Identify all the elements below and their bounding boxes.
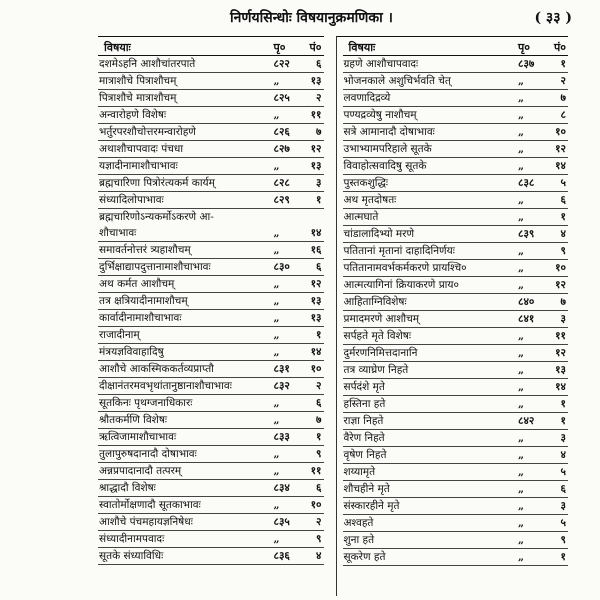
index-entry [98, 497, 324, 514]
entry-subject: ऋत्विजामाशौचाभावः [99, 431, 177, 443]
entry-page: „ [273, 329, 280, 341]
entry-subject: अन्वारोहणे विशेषः [99, 109, 167, 121]
entry-page: „ [273, 160, 280, 172]
entry-subject: सत्रे आमानादौ दोषाभावः [343, 126, 435, 138]
entry-subject: भर्तुरपरशौचोत्तरमन्वारोहणे [99, 126, 196, 138]
entry-page: „ [518, 330, 525, 342]
page-title: निर्णयसिन्धोः विषयानुक्रमणिका । [230, 10, 393, 26]
index-entry [343, 226, 569, 243]
entry-subject: वैरेण निहते [343, 432, 385, 444]
entry-page: „ [518, 262, 525, 274]
entry-line: ६ [316, 482, 322, 494]
entry-subject: आशौचे आकस्मिककर्तव्यप्राप्तौ [99, 363, 214, 375]
index-entry [343, 311, 569, 328]
entry-page: „ [273, 346, 280, 358]
index-entry [98, 107, 324, 124]
index-entry [98, 158, 324, 175]
entry-subject: उभाभ्यामपरिहाले सूतके [343, 143, 432, 155]
left-rows [98, 56, 324, 565]
entry-subject: आत्मघाते [343, 211, 379, 223]
index-entry [343, 260, 569, 277]
page-header-label: पृ० [518, 41, 530, 54]
entry-line: १४ [555, 160, 566, 172]
entry-page: „ [273, 295, 280, 307]
entry-page: „ [518, 466, 525, 478]
entry-page: „ [518, 500, 525, 512]
index-entry [343, 396, 569, 413]
entry-page: „ [518, 211, 525, 223]
entry-page: ८२९ [273, 194, 290, 206]
entry-subject: ग्रहणे आशौचापवादः [343, 58, 419, 70]
page-number: ( ३३ ) [534, 10, 572, 26]
line-header-label: पं० [554, 41, 566, 54]
entry-line: ६ [560, 194, 566, 206]
index-entry [343, 464, 569, 481]
left-column [98, 36, 324, 596]
entry-line: ६ [560, 483, 566, 495]
entry-page: „ [273, 312, 280, 324]
entry-line: १ [560, 58, 566, 70]
entry-page: „ [518, 160, 525, 172]
entry-subject: पतितानामवर्भकर्मकरणे प्रायश्चि० [343, 262, 467, 274]
index-entry [343, 498, 569, 515]
entry-subject: ब्रह्मचारिणोऽन्यकर्मोऽकरणे आ- [99, 211, 214, 223]
index-entry [98, 225, 324, 242]
entry-line: ७ [316, 414, 322, 426]
index-entry [98, 429, 324, 446]
entry-subject: अथ कर्मत आशौचम् [99, 278, 175, 290]
page-header-label: पृ० [273, 41, 286, 54]
entry-page: „ [518, 517, 525, 529]
entry-page: „ [273, 244, 280, 256]
entry-line: १३ [310, 75, 322, 87]
entry-subject: दुर्मरणनिमित्तदानानि [343, 347, 418, 359]
entry-page: „ [273, 499, 280, 511]
index-entry [343, 379, 569, 396]
entry-line: १२ [310, 143, 322, 155]
entry-line: १३ [555, 364, 566, 376]
entry-page: „ [518, 109, 525, 121]
entry-page: ८३६ [273, 550, 290, 562]
entry-page: ८३२ [273, 380, 290, 392]
entry-line: १ [316, 431, 322, 443]
entry-line: ३ [560, 500, 566, 512]
entry-subject: राज्ञा निहते [343, 415, 384, 427]
entry-subject: पित्राशौचे मात्राशौचम् [99, 92, 177, 104]
entry-page: ८३९ [518, 228, 535, 240]
entry-subject: समावर्तनोत्तरं त्र्यहाशौचम् [99, 244, 191, 256]
entry-subject: अन्नप्रपादानादौ तत्परम् [99, 465, 182, 477]
entry-subject: श्रौतकर्मणि विशेषः [99, 414, 168, 426]
entry-subject: दीक्षानंतरमवभृथांतानुष्ठानाशौचाभावः [99, 380, 232, 392]
index-entry [343, 141, 569, 158]
entry-line: १२ [555, 347, 566, 359]
index-entry [343, 532, 569, 549]
entry-line: ३ [560, 432, 566, 444]
entry-page: ८२५ [273, 92, 290, 104]
entry-page: „ [518, 364, 525, 376]
entry-line: ९ [316, 448, 322, 460]
entry-subject: प्रमादमरणे आशौचम् [343, 313, 420, 325]
entry-line: १ [316, 329, 322, 341]
index-entry [98, 259, 324, 276]
entry-subject: संध्यादिलोपाभावः [99, 194, 164, 206]
entry-line: ६ [316, 261, 322, 273]
index-entry [343, 277, 569, 294]
entry-line: ५ [560, 466, 566, 478]
entry-line: २ [316, 380, 322, 392]
index-entry [343, 243, 569, 260]
index-entry [98, 56, 324, 73]
index-entry [343, 124, 569, 141]
entry-page: „ [518, 347, 525, 359]
entry-subject: राजादीनाम् [99, 329, 140, 341]
entry-subject: सूतकिनः पृथग्जनाधिकारः [99, 397, 193, 409]
index-entry [98, 463, 324, 480]
entry-page: „ [518, 75, 525, 87]
entry-line: १४ [310, 346, 322, 358]
index-entry [98, 242, 324, 259]
entry-line: ९ [560, 534, 566, 546]
entry-page: ८२८ [273, 177, 290, 189]
entry-subject: अश्वहते [343, 517, 374, 529]
index-entry [98, 514, 324, 531]
column-header [343, 37, 569, 56]
entry-subject: संध्यादीनामपवादः [99, 533, 165, 545]
entry-page: ८३१ [273, 363, 290, 375]
entry-line: १३ [310, 295, 322, 307]
entry-page: „ [518, 381, 525, 393]
index-entry [98, 310, 324, 327]
index-entry [98, 293, 324, 310]
entry-page: ८४० [518, 296, 535, 308]
entry-subject: सर्पदंशे मृते [343, 381, 385, 393]
entry-subject: दशमेऽहनि आशौचांतरपाते [99, 58, 196, 70]
entry-line: ८ [560, 109, 566, 121]
entry-subject: शय्यामृते [343, 466, 376, 478]
index-entry [98, 327, 324, 344]
entry-subject: आत्मत्यागिनां क्रियाकरणे प्राय० [343, 279, 459, 291]
entry-subject: चांडालादिभ्यो मरणे [343, 228, 415, 240]
entry-line: १० [310, 499, 322, 511]
entry-subject: सर्पहते मृते विशेषः [343, 330, 411, 342]
entry-subject: स्वातोर्मोक्षणादौ सूतकाभावः [99, 499, 201, 511]
entry-line: ५ [560, 177, 566, 189]
entry-line: १४ [555, 381, 566, 393]
subject-header: विषयाः [348, 41, 376, 54]
entry-page: ८४१ [518, 313, 535, 325]
index-entry [343, 430, 569, 447]
entry-subject: श्राद्धादौ विशेषः [99, 482, 156, 494]
index-entry [98, 124, 324, 141]
index-entry [343, 209, 569, 226]
index-entry [98, 480, 324, 497]
index-entry [343, 515, 569, 532]
index-entry [98, 90, 324, 107]
entry-line: ३ [560, 313, 566, 325]
entry-page: ८३४ [273, 482, 290, 494]
entry-line: १२ [555, 143, 566, 155]
index-entry [98, 209, 324, 225]
entry-subject: संस्कारहीने मृते [343, 500, 400, 512]
index-entry [98, 175, 324, 192]
entry-page: ८४२ [518, 415, 535, 427]
entry-subject: वृषेण निहते [343, 449, 387, 461]
index-entry [343, 328, 569, 345]
entry-subject: तुलापुरुषदानादौ दोषाभावः [99, 448, 197, 460]
entry-line: ९ [316, 533, 322, 545]
entry-page: „ [518, 245, 525, 257]
entry-line: ४ [560, 228, 566, 240]
entry-line: ६ [316, 58, 322, 70]
entry-page: „ [273, 109, 280, 121]
entry-subject: कार्वादीनामाशौचाभावः [99, 312, 182, 324]
entry-subject: शौचहीने मृते [343, 483, 390, 495]
entry-page: ८२७ [273, 143, 290, 155]
entry-page: ८३८ [518, 177, 535, 189]
entry-page: ८३७ [518, 58, 535, 70]
index-entry [343, 56, 569, 73]
index-entry [98, 412, 324, 429]
entry-page: „ [518, 92, 525, 104]
entry-page: „ [518, 143, 525, 155]
entry-subject: तत्र क्षत्रियादीनामाशौचम् [99, 295, 188, 307]
entry-page: „ [518, 126, 525, 138]
entry-page: „ [273, 227, 280, 239]
index-entry [98, 395, 324, 412]
entry-subject: हस्तिना हते [343, 398, 386, 410]
entry-line: ४ [316, 550, 322, 562]
entry-line: १० [310, 363, 322, 375]
index-entry [343, 192, 569, 209]
entry-page: „ [273, 465, 280, 477]
subject-header: विषयाः [104, 41, 131, 54]
entry-page: „ [518, 194, 525, 206]
entry-line: ७ [316, 126, 322, 138]
entry-line: १४ [310, 227, 322, 239]
entry-page: „ [518, 534, 525, 546]
entry-subject: अथाशौचापवादः पंचधा [99, 143, 184, 155]
entry-line: १० [555, 126, 566, 138]
right-column [336, 36, 569, 596]
entry-line: २ [316, 516, 322, 528]
entry-page: „ [273, 414, 280, 426]
entry-page: ८२२ [273, 58, 290, 70]
index-entry [98, 276, 324, 293]
page-header [0, 6, 600, 34]
entry-subject: ब्रह्मचारिणा पित्रोरंत्यकर्म कार्यम् [99, 177, 215, 189]
entry-page: „ [273, 75, 280, 87]
entry-line: ९ [560, 245, 566, 257]
entry-line: ६ [316, 397, 322, 409]
index-entry [343, 549, 569, 566]
entry-page: „ [518, 551, 525, 563]
entry-line: २ [316, 92, 322, 104]
entry-line: १६ [310, 244, 322, 256]
entry-subject: तत्र व्याघ्रेण निहते [343, 364, 409, 376]
index-entry [98, 361, 324, 378]
entry-line: ३ [316, 177, 322, 189]
entry-line: १ [316, 194, 322, 206]
index-entry [343, 90, 569, 107]
entry-line: ११ [310, 109, 322, 121]
entry-page: ८३० [273, 261, 290, 273]
index-entry [343, 294, 569, 311]
index-entry [343, 107, 569, 124]
index-entry [98, 141, 324, 158]
index-entry [98, 344, 324, 361]
entry-line: २ [560, 75, 566, 87]
entry-line: १ [560, 398, 566, 410]
entry-subject: पण्यद्रव्येषु नाशौचम् [343, 109, 417, 121]
index-entry [98, 378, 324, 395]
right-rows [343, 56, 569, 566]
entry-page: „ [518, 398, 525, 410]
entry-page: „ [518, 483, 525, 495]
entry-subject: विवाहोत्सवादिषु सूतके [343, 160, 427, 172]
entry-subject: आशौचे पंचमहायज्ञनिषेधः [99, 516, 193, 528]
entry-page: „ [518, 279, 525, 291]
entry-line: ११ [310, 465, 322, 477]
entry-page: ८२६ [273, 126, 290, 138]
entry-line: ४ [560, 449, 566, 461]
entry-page: „ [273, 278, 280, 290]
entry-line: ७ [560, 92, 566, 104]
entry-line: १२ [555, 279, 566, 291]
entry-line: १२ [310, 278, 322, 290]
entry-subject: मात्राशौचे पित्राशौचम् [99, 75, 177, 87]
index-entry [343, 447, 569, 464]
index-entry [98, 446, 324, 463]
entry-subject: यज्ञादीनामाशौचाभावः [99, 160, 178, 172]
entry-subject: शुना हते [343, 534, 375, 546]
index-entry [343, 345, 569, 362]
entry-line: ७ [560, 296, 566, 308]
index-entry [343, 362, 569, 379]
entry-line: १० [555, 262, 566, 274]
index-entry [98, 192, 324, 209]
entry-subject: पुस्तकशुद्धिः [343, 177, 388, 189]
entry-page: „ [518, 432, 525, 444]
entry-subject: आहिताग्निविशेषः [343, 296, 407, 308]
entry-subject: लवणादिद्रव्ये [343, 92, 391, 104]
entry-line: ११ [555, 330, 566, 342]
entry-subject: शौचाभावः [99, 227, 137, 239]
index-entry [98, 531, 324, 548]
entry-page: „ [273, 533, 280, 545]
index-entry [343, 413, 569, 430]
index-entry [343, 73, 569, 90]
entry-line: १ [560, 415, 566, 427]
entry-line: १ [560, 551, 566, 563]
column-header [98, 37, 324, 56]
entry-line: १३ [310, 160, 322, 172]
entry-page: „ [518, 449, 525, 461]
entry-subject: सूतके संध्याविधिः [99, 550, 164, 562]
index-entry [98, 548, 324, 565]
index-entry [343, 481, 569, 498]
index-entry [343, 175, 569, 192]
entry-subject: पतितानां मृतानां दाहादिनिर्णयः [343, 245, 455, 257]
entry-subject: भोजनकाले अशुचिर्भवति चेत् [343, 75, 451, 87]
index-entry [343, 158, 569, 175]
entry-subject: सूकरेण हते [343, 551, 386, 563]
entry-line: १३ [310, 312, 322, 324]
entry-page: ८३३ [273, 431, 290, 443]
entry-line: ५ [560, 517, 566, 529]
entry-page: ८३५ [273, 516, 290, 528]
entry-page: „ [273, 448, 280, 460]
entry-subject: मंत्रयज्ञविवाहादिषु [99, 346, 164, 358]
entry-subject: दुर्भिक्षाद्यापदुत्तानामाशौचाभावः [99, 261, 211, 273]
entry-subject: अथ मृतदोषतः [343, 194, 397, 206]
index-columns [98, 36, 568, 596]
index-entry [98, 73, 324, 90]
entry-line: १ [560, 211, 566, 223]
entry-page: „ [273, 397, 280, 409]
line-header-label: पं० [309, 41, 322, 54]
